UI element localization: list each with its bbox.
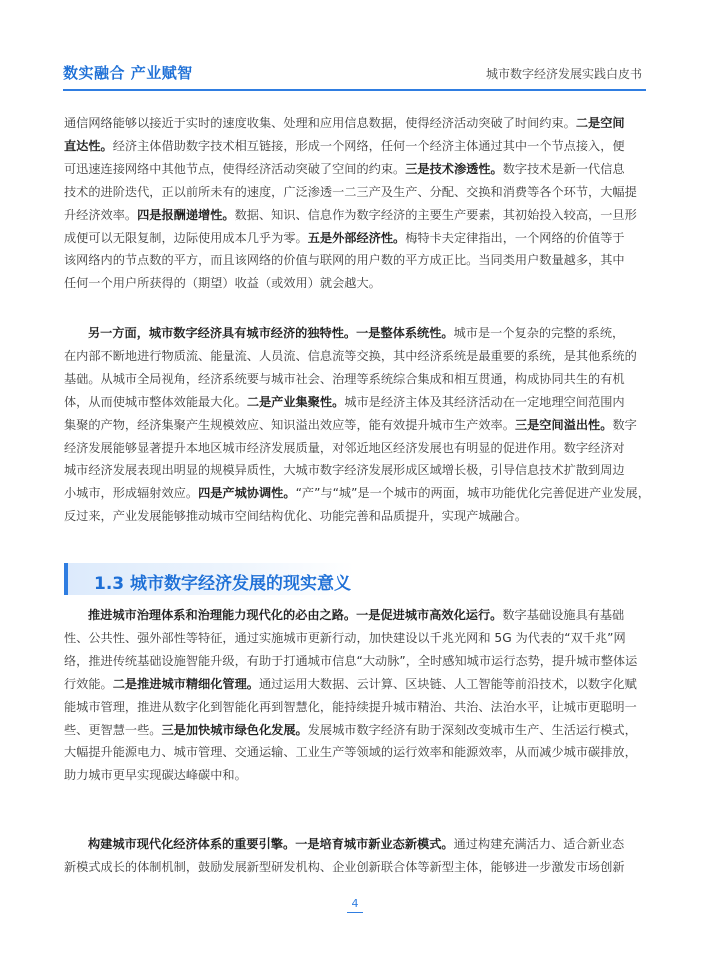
page-number: 4 (351, 897, 359, 910)
section-heading (64, 563, 354, 595)
text-line: 经济发展能够显著提升本地区城市经济发展质量，对邻近地区经济发展也有明显的促进作用。数字经济对 (64, 440, 625, 455)
text-line: 络，推进传统基础设施智能升级，有助于打通城市信息“大动脉”，全时感知城市运行态势，提升城市整体运 (64, 653, 638, 668)
text-line: 该网络内的节点数的平方，而且该网络的价值与联网的用户数的平方成正比。当同类用户数量越多，其中 (64, 253, 625, 268)
text-line: 另一方面，城市数字经济具有城市经济的独特性。一是整体系统性。城市是一个复杂的完整的系统， (88, 326, 625, 340)
text-line: 推进城市治理体系和治理能力现代化的必由之路。一是促进城市高效化运行。数字基础设施具有基础 (88, 608, 625, 622)
text-line: 在内部不断地进行物质流、能量流、人员流、信息流等交换，其中经济系统是最重要的系统，是其他系统的 (64, 348, 637, 363)
header-right-title: 城市数字经济发展实践白皮书 (485, 67, 642, 81)
text-line: 基础。从城市全局视角，经济系统要与城市社会、治理等系统综合集成和相互贯通，构成协同共生的有机 (64, 371, 625, 386)
text-line: 能城市管理，推进从数字化到智能化再到智慧化，能持续提升城市精治、共治、法治水平，让城市更聪明一 (64, 699, 637, 714)
text-line: 可迅速连接网络中其他节点，使得经济活动突破了空间的约束。三是技术渗透性。数字技术是新一代信息 (64, 161, 625, 176)
text-line: 大幅提升能源电力、城市管理、交通运输、工业生产等领域的运行效率和能源效率，从而减少城市碳排放， (64, 745, 637, 760)
text-line: 性、公共性、强外部性等特征，通过实施城市更新行动，加快建设以千兆光网和 5G 为代表的“双千兆”网 (64, 630, 626, 645)
text-line: 城市经济发展表现出明显的规模异质性，大城市数字经济发展形成区域增长极，引导信息技术扩散到周边 (64, 463, 625, 478)
text-line: 通信网络能够以接近于实时的速度收集、处理和应用信息数据，使得经济活动突破了时间约束。二是空间 (64, 116, 625, 130)
text-line: 任何一个用户所获得的（期望）收益（或效用）就会越大。 (64, 276, 381, 291)
text-line: 行效能。二是推进城市精细化管理。通过运用大数据、云计算、区块链、人工智能等前沿技术，以数字化赋 (64, 676, 637, 691)
body-paragraph-4 (64, 833, 646, 879)
text-line: 小城市，形成辐射效应。四是产城协调性。“产”与“城”是一个城市的两面，城市功能优化完善促进产业发展， (64, 486, 650, 501)
text-line: 成便可以无限复制，边际使用成本几乎为零。五是外部经济性。梅特卡夫定律指出，一个网络的价值等于 (64, 230, 625, 245)
text-line: 集聚的产物，经济集聚产生规模效应、知识溢出效应等，能有效提升城市生产效率。三是空间溢出性。数字 (64, 417, 637, 432)
body-paragraph-2 (64, 322, 650, 528)
text-line: 助力城市更早实现碳达峰碳中和。 (64, 768, 247, 783)
text-line: 直达性。经济主体借助数字技术相互链接，形成一个网络，任何一个经济主体通过其中一个节点接入，便 (64, 138, 625, 153)
text-line: 些、更智慧一些。三是加快城市绿色化发展。发展城市数字经济有助于深刻改变城市生产、生活运行模式， (64, 722, 637, 737)
text-line: 技术的进阶迭代，正以前所未有的速度，广泛渗透一二三产及生产、分配、交换和消费等各个环节，大幅提 (64, 184, 637, 199)
header-divider (63, 89, 646, 91)
body-paragraph-1 (64, 112, 646, 295)
section-heading-accent-bar (64, 563, 68, 595)
section-heading-title: 1.3 城市数字经济发展的现实意义 (94, 574, 352, 594)
body-paragraph-3 (64, 604, 646, 787)
header-left-title: 数实融合 产业赋智 (63, 64, 193, 82)
text-line: 反过来，产业发展能够推动城市空间结构优化、功能完善和品质提升，实现产城融合。 (64, 509, 528, 524)
page-number-underline (347, 912, 363, 913)
text-line: 体，从而使城市整体效能最大化。二是产业集聚性。城市是经济主体及其经济活动在一定地理空间范围内 (64, 394, 625, 409)
text-line: 新模式成长的体制机制，鼓励发展新型研发机构、企业创新联合体等新型主体，能够进一步激发市场创新 (64, 859, 625, 874)
text-line: 构建城市现代化经济体系的重要引擎。一是培育城市新业态新模式。通过构建充满活力、适合新业态 (88, 837, 625, 851)
text-line: 升经济效率。四是报酬递增性。数据、知识、信息作为数字经济的主要生产要素，其初始投入较高，一旦形 (64, 207, 637, 222)
